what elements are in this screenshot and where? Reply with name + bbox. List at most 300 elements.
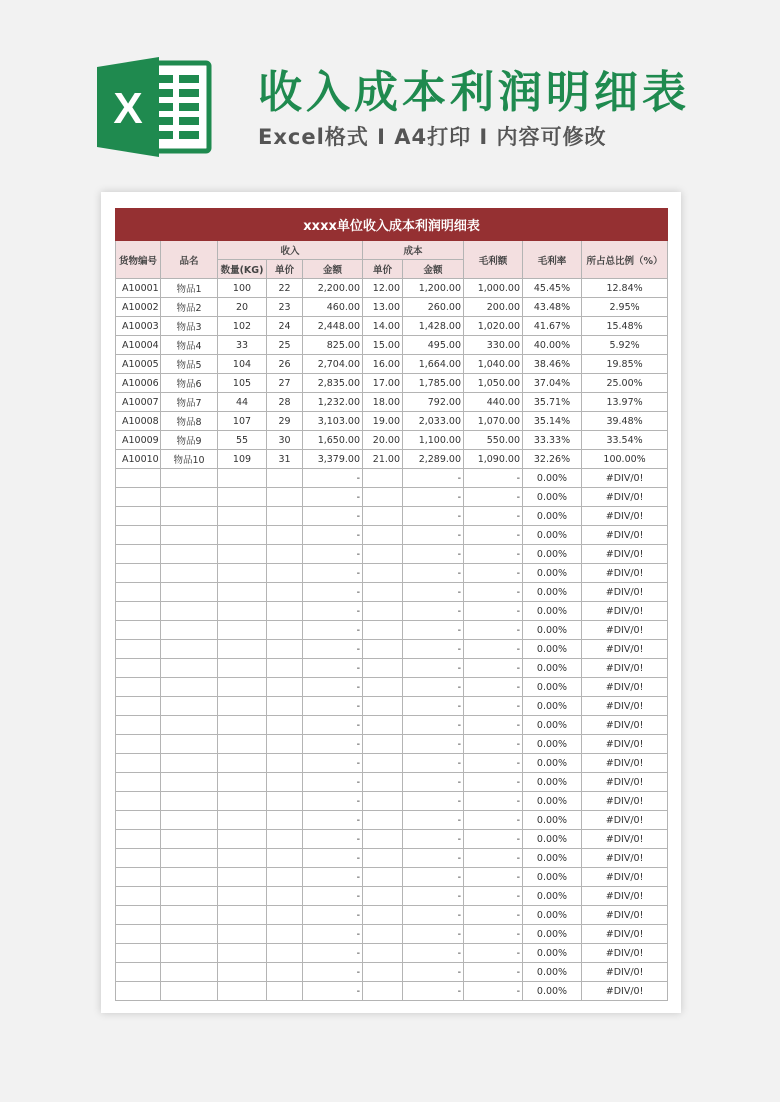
cell-share[interactable]: #DIV/0! xyxy=(582,488,668,507)
cell-cost-amount[interactable]: - xyxy=(403,545,464,564)
cell-price[interactable] xyxy=(267,602,303,621)
cell-cost-amount[interactable]: 2,033.00 xyxy=(403,412,464,431)
cell-gross-profit[interactable]: - xyxy=(464,469,523,488)
cell-cost-price[interactable]: 21.00 xyxy=(363,450,403,469)
cell-qty[interactable]: 107 xyxy=(218,412,267,431)
cell-name[interactable] xyxy=(161,735,218,754)
cell-price[interactable] xyxy=(267,792,303,811)
cell-qty[interactable] xyxy=(218,963,267,982)
cell-cost-amount[interactable]: - xyxy=(403,906,464,925)
cell-qty[interactable] xyxy=(218,488,267,507)
cell-margin[interactable]: 0.00% xyxy=(523,488,582,507)
cell-gross-profit[interactable]: - xyxy=(464,564,523,583)
cell-share[interactable]: 2.95% xyxy=(582,298,668,317)
cell-cost-price[interactable] xyxy=(363,925,403,944)
cell-price[interactable]: 24 xyxy=(267,317,303,336)
cell-cost-amount[interactable]: - xyxy=(403,792,464,811)
cell-code[interactable] xyxy=(116,621,161,640)
cell-margin[interactable]: 0.00% xyxy=(523,982,582,1001)
cell-cost-price[interactable]: 15.00 xyxy=(363,336,403,355)
cell-share[interactable]: 5.92% xyxy=(582,336,668,355)
cell-margin[interactable]: 35.14% xyxy=(523,412,582,431)
cell-amount[interactable]: - xyxy=(303,963,363,982)
cell-amount[interactable]: - xyxy=(303,887,363,906)
cell-cost-price[interactable]: 13.00 xyxy=(363,298,403,317)
cell-code[interactable] xyxy=(116,906,161,925)
cell-name[interactable]: 物品6 xyxy=(161,374,218,393)
cell-cost-amount[interactable]: 495.00 xyxy=(403,336,464,355)
cell-share[interactable]: #DIV/0! xyxy=(582,792,668,811)
cell-cost-price[interactable] xyxy=(363,678,403,697)
cell-cost-price[interactable] xyxy=(363,602,403,621)
cell-gross-profit[interactable]: - xyxy=(464,678,523,697)
cell-cost-amount[interactable]: - xyxy=(403,507,464,526)
cell-share[interactable]: #DIV/0! xyxy=(582,754,668,773)
cell-name[interactable]: 物品7 xyxy=(161,393,218,412)
cell-margin[interactable]: 0.00% xyxy=(523,621,582,640)
cell-share[interactable]: #DIV/0! xyxy=(582,545,668,564)
cell-qty[interactable] xyxy=(218,545,267,564)
cell-cost-price[interactable]: 20.00 xyxy=(363,431,403,450)
cell-qty[interactable] xyxy=(218,507,267,526)
cell-cost-amount[interactable]: - xyxy=(403,488,464,507)
cell-qty[interactable]: 104 xyxy=(218,355,267,374)
cell-cost-amount[interactable]: - xyxy=(403,602,464,621)
cell-gross-profit[interactable]: 1,040.00 xyxy=(464,355,523,374)
cell-share[interactable]: #DIV/0! xyxy=(582,735,668,754)
cell-cost-price[interactable] xyxy=(363,963,403,982)
cell-code[interactable] xyxy=(116,735,161,754)
cell-margin[interactable]: 0.00% xyxy=(523,583,582,602)
cell-gross-profit[interactable]: - xyxy=(464,545,523,564)
cell-share[interactable]: #DIV/0! xyxy=(582,602,668,621)
cell-qty[interactable] xyxy=(218,697,267,716)
cell-cost-price[interactable]: 17.00 xyxy=(363,374,403,393)
cell-share[interactable]: #DIV/0! xyxy=(582,678,668,697)
cell-cost-price[interactable] xyxy=(363,773,403,792)
cell-price[interactable]: 28 xyxy=(267,393,303,412)
cell-price[interactable]: 23 xyxy=(267,298,303,317)
cell-code[interactable] xyxy=(116,488,161,507)
cell-cost-price[interactable] xyxy=(363,906,403,925)
cell-gross-profit[interactable]: - xyxy=(464,507,523,526)
cell-qty[interactable]: 20 xyxy=(218,298,267,317)
cell-name[interactable] xyxy=(161,716,218,735)
cell-name[interactable] xyxy=(161,754,218,773)
cell-qty[interactable] xyxy=(218,868,267,887)
cell-margin[interactable]: 33.33% xyxy=(523,431,582,450)
cell-share[interactable]: #DIV/0! xyxy=(582,564,668,583)
cell-cost-price[interactable] xyxy=(363,792,403,811)
cell-share[interactable]: #DIV/0! xyxy=(582,963,668,982)
cell-qty[interactable] xyxy=(218,564,267,583)
cell-amount[interactable]: - xyxy=(303,716,363,735)
cell-code[interactable] xyxy=(116,773,161,792)
cell-cost-amount[interactable]: - xyxy=(403,621,464,640)
cell-amount[interactable]: 2,835.00 xyxy=(303,374,363,393)
cell-qty[interactable]: 44 xyxy=(218,393,267,412)
cell-code[interactable] xyxy=(116,678,161,697)
cell-qty[interactable]: 105 xyxy=(218,374,267,393)
cell-share[interactable]: #DIV/0! xyxy=(582,469,668,488)
cell-qty[interactable]: 109 xyxy=(218,450,267,469)
cell-code[interactable]: A10007 xyxy=(116,393,161,412)
cell-price[interactable] xyxy=(267,944,303,963)
cell-price[interactable]: 22 xyxy=(267,279,303,298)
cell-margin[interactable]: 0.00% xyxy=(523,925,582,944)
cell-margin[interactable]: 0.00% xyxy=(523,697,582,716)
cell-margin[interactable]: 38.46% xyxy=(523,355,582,374)
cell-cost-price[interactable] xyxy=(363,868,403,887)
cell-gross-profit[interactable]: - xyxy=(464,944,523,963)
cell-qty[interactable] xyxy=(218,830,267,849)
cell-amount[interactable]: - xyxy=(303,621,363,640)
cell-amount[interactable]: - xyxy=(303,640,363,659)
cell-share[interactable]: #DIV/0! xyxy=(582,887,668,906)
cell-margin[interactable]: 0.00% xyxy=(523,640,582,659)
cell-cost-amount[interactable]: 2,289.00 xyxy=(403,450,464,469)
cell-share[interactable]: 19.85% xyxy=(582,355,668,374)
cell-code[interactable] xyxy=(116,811,161,830)
cell-qty[interactable]: 55 xyxy=(218,431,267,450)
cell-margin[interactable]: 0.00% xyxy=(523,678,582,697)
cell-margin[interactable]: 0.00% xyxy=(523,830,582,849)
cell-qty[interactable] xyxy=(218,640,267,659)
cell-gross-profit[interactable]: - xyxy=(464,887,523,906)
cell-margin[interactable]: 45.45% xyxy=(523,279,582,298)
cell-name[interactable] xyxy=(161,469,218,488)
cell-code[interactable] xyxy=(116,545,161,564)
cell-cost-price[interactable] xyxy=(363,887,403,906)
cell-gross-profit[interactable]: - xyxy=(464,925,523,944)
cell-amount[interactable]: 2,704.00 xyxy=(303,355,363,374)
cell-gross-profit[interactable]: 440.00 xyxy=(464,393,523,412)
cell-cost-price[interactable] xyxy=(363,716,403,735)
cell-cost-price[interactable] xyxy=(363,659,403,678)
cell-gross-profit[interactable]: 1,020.00 xyxy=(464,317,523,336)
cell-gross-profit[interactable]: - xyxy=(464,640,523,659)
cell-cost-amount[interactable]: - xyxy=(403,849,464,868)
cell-gross-profit[interactable]: - xyxy=(464,488,523,507)
cell-price[interactable] xyxy=(267,488,303,507)
cell-gross-profit[interactable]: 1,070.00 xyxy=(464,412,523,431)
cell-cost-price[interactable]: 18.00 xyxy=(363,393,403,412)
cell-qty[interactable] xyxy=(218,659,267,678)
cell-amount[interactable]: 825.00 xyxy=(303,336,363,355)
cell-margin[interactable]: 0.00% xyxy=(523,754,582,773)
cell-name[interactable] xyxy=(161,868,218,887)
cell-qty[interactable] xyxy=(218,678,267,697)
cell-qty[interactable] xyxy=(218,621,267,640)
cell-price[interactable] xyxy=(267,564,303,583)
cell-margin[interactable]: 0.00% xyxy=(523,507,582,526)
cell-name[interactable] xyxy=(161,773,218,792)
cell-name[interactable] xyxy=(161,526,218,545)
cell-cost-price[interactable] xyxy=(363,583,403,602)
cell-cost-price[interactable] xyxy=(363,564,403,583)
cell-code[interactable] xyxy=(116,526,161,545)
cell-share[interactable]: 12.84% xyxy=(582,279,668,298)
cell-cost-amount[interactable]: - xyxy=(403,925,464,944)
cell-name[interactable] xyxy=(161,602,218,621)
cell-share[interactable]: 15.48% xyxy=(582,317,668,336)
cell-margin[interactable]: 0.00% xyxy=(523,773,582,792)
cell-share[interactable]: #DIV/0! xyxy=(582,621,668,640)
cell-amount[interactable]: 2,448.00 xyxy=(303,317,363,336)
cell-price[interactable] xyxy=(267,621,303,640)
cell-name[interactable] xyxy=(161,811,218,830)
cell-name[interactable]: 物品2 xyxy=(161,298,218,317)
cell-cost-amount[interactable]: - xyxy=(403,868,464,887)
cell-amount[interactable]: - xyxy=(303,830,363,849)
cell-code[interactable] xyxy=(116,659,161,678)
cell-amount[interactable]: - xyxy=(303,906,363,925)
cell-price[interactable] xyxy=(267,545,303,564)
cell-code[interactable]: A10005 xyxy=(116,355,161,374)
cell-code[interactable]: A10002 xyxy=(116,298,161,317)
cell-qty[interactable] xyxy=(218,602,267,621)
cell-price[interactable] xyxy=(267,849,303,868)
cell-margin[interactable]: 0.00% xyxy=(523,887,582,906)
cell-margin[interactable]: 41.67% xyxy=(523,317,582,336)
cell-cost-price[interactable] xyxy=(363,488,403,507)
cell-cost-price[interactable] xyxy=(363,754,403,773)
cell-margin[interactable]: 0.00% xyxy=(523,944,582,963)
cell-gross-profit[interactable]: - xyxy=(464,868,523,887)
cell-cost-amount[interactable]: 792.00 xyxy=(403,393,464,412)
cell-price[interactable] xyxy=(267,925,303,944)
cell-margin[interactable]: 0.00% xyxy=(523,849,582,868)
cell-cost-amount[interactable]: - xyxy=(403,564,464,583)
cell-cost-amount[interactable]: - xyxy=(403,830,464,849)
cell-cost-amount[interactable]: - xyxy=(403,583,464,602)
cell-cost-amount[interactable]: 1,100.00 xyxy=(403,431,464,450)
cell-share[interactable]: #DIV/0! xyxy=(582,982,668,1001)
cell-price[interactable] xyxy=(267,754,303,773)
cell-code[interactable] xyxy=(116,944,161,963)
cell-gross-profit[interactable]: - xyxy=(464,982,523,1001)
cell-gross-profit[interactable]: 1,050.00 xyxy=(464,374,523,393)
cell-share[interactable]: #DIV/0! xyxy=(582,526,668,545)
cell-amount[interactable]: 2,200.00 xyxy=(303,279,363,298)
cell-cost-amount[interactable]: - xyxy=(403,944,464,963)
cell-qty[interactable] xyxy=(218,526,267,545)
cell-code[interactable]: A10003 xyxy=(116,317,161,336)
cell-qty[interactable] xyxy=(218,925,267,944)
cell-gross-profit[interactable]: - xyxy=(464,526,523,545)
cell-qty[interactable] xyxy=(218,754,267,773)
cell-share[interactable]: #DIV/0! xyxy=(582,906,668,925)
cell-cost-price[interactable]: 19.00 xyxy=(363,412,403,431)
cell-name[interactable]: 物品4 xyxy=(161,336,218,355)
cell-name[interactable] xyxy=(161,792,218,811)
cell-code[interactable] xyxy=(116,887,161,906)
cell-cost-amount[interactable]: 1,664.00 xyxy=(403,355,464,374)
cell-margin[interactable]: 0.00% xyxy=(523,602,582,621)
cell-share[interactable]: #DIV/0! xyxy=(582,659,668,678)
cell-margin[interactable]: 0.00% xyxy=(523,963,582,982)
cell-cost-price[interactable] xyxy=(363,640,403,659)
cell-name[interactable] xyxy=(161,944,218,963)
cell-name[interactable] xyxy=(161,982,218,1001)
cell-cost-price[interactable] xyxy=(363,526,403,545)
cell-code[interactable] xyxy=(116,830,161,849)
cell-amount[interactable]: - xyxy=(303,545,363,564)
cell-name[interactable] xyxy=(161,640,218,659)
cell-cost-price[interactable] xyxy=(363,507,403,526)
cell-qty[interactable] xyxy=(218,469,267,488)
cell-cost-price[interactable] xyxy=(363,811,403,830)
cell-share[interactable]: 33.54% xyxy=(582,431,668,450)
cell-cost-amount[interactable]: - xyxy=(403,469,464,488)
cell-amount[interactable]: 1,650.00 xyxy=(303,431,363,450)
cell-code[interactable]: A10010 xyxy=(116,450,161,469)
cell-qty[interactable] xyxy=(218,811,267,830)
cell-cost-price[interactable]: 14.00 xyxy=(363,317,403,336)
cell-cost-price[interactable] xyxy=(363,545,403,564)
cell-price[interactable] xyxy=(267,906,303,925)
cell-code[interactable]: A10009 xyxy=(116,431,161,450)
cell-name[interactable] xyxy=(161,925,218,944)
cell-amount[interactable]: - xyxy=(303,944,363,963)
cell-gross-profit[interactable]: - xyxy=(464,716,523,735)
cell-gross-profit[interactable]: - xyxy=(464,849,523,868)
cell-amount[interactable]: 460.00 xyxy=(303,298,363,317)
cell-gross-profit[interactable]: - xyxy=(464,583,523,602)
cell-gross-profit[interactable]: - xyxy=(464,906,523,925)
cell-share[interactable]: #DIV/0! xyxy=(582,773,668,792)
cell-cost-price[interactable] xyxy=(363,830,403,849)
cell-code[interactable] xyxy=(116,507,161,526)
cell-price[interactable] xyxy=(267,868,303,887)
cell-cost-price[interactable] xyxy=(363,469,403,488)
cell-code[interactable]: A10008 xyxy=(116,412,161,431)
cell-price[interactable] xyxy=(267,773,303,792)
cell-cost-amount[interactable]: 1,428.00 xyxy=(403,317,464,336)
cell-margin[interactable]: 0.00% xyxy=(523,526,582,545)
cell-cost-amount[interactable]: - xyxy=(403,526,464,545)
cell-name[interactable] xyxy=(161,830,218,849)
cell-qty[interactable] xyxy=(218,887,267,906)
cell-qty[interactable]: 33 xyxy=(218,336,267,355)
cell-amount[interactable]: - xyxy=(303,811,363,830)
cell-gross-profit[interactable]: - xyxy=(464,792,523,811)
cell-code[interactable] xyxy=(116,716,161,735)
cell-amount[interactable]: - xyxy=(303,678,363,697)
cell-qty[interactable] xyxy=(218,944,267,963)
cell-name[interactable] xyxy=(161,697,218,716)
cell-cost-price[interactable]: 12.00 xyxy=(363,279,403,298)
cell-share[interactable]: #DIV/0! xyxy=(582,849,668,868)
cell-code[interactable] xyxy=(116,469,161,488)
cell-price[interactable] xyxy=(267,583,303,602)
cell-gross-profit[interactable]: 550.00 xyxy=(464,431,523,450)
cell-qty[interactable] xyxy=(218,583,267,602)
cell-name[interactable] xyxy=(161,545,218,564)
cell-code[interactable] xyxy=(116,925,161,944)
cell-code[interactable] xyxy=(116,754,161,773)
cell-price[interactable]: 31 xyxy=(267,450,303,469)
cell-share[interactable]: #DIV/0! xyxy=(582,583,668,602)
cell-qty[interactable] xyxy=(218,906,267,925)
cell-cost-amount[interactable]: 260.00 xyxy=(403,298,464,317)
cell-name[interactable]: 物品1 xyxy=(161,279,218,298)
cell-code[interactable] xyxy=(116,697,161,716)
cell-amount[interactable]: - xyxy=(303,526,363,545)
cell-code[interactable] xyxy=(116,849,161,868)
cell-gross-profit[interactable]: 1,090.00 xyxy=(464,450,523,469)
cell-name[interactable]: 物品8 xyxy=(161,412,218,431)
cell-price[interactable] xyxy=(267,678,303,697)
cell-cost-amount[interactable]: - xyxy=(403,811,464,830)
cell-price[interactable]: 26 xyxy=(267,355,303,374)
cell-cost-price[interactable] xyxy=(363,735,403,754)
cell-qty[interactable] xyxy=(218,716,267,735)
cell-code[interactable]: A10004 xyxy=(116,336,161,355)
cell-cost-amount[interactable]: 1,200.00 xyxy=(403,279,464,298)
cell-qty[interactable] xyxy=(218,849,267,868)
cell-cost-amount[interactable]: - xyxy=(403,716,464,735)
cell-name[interactable] xyxy=(161,659,218,678)
cell-price[interactable] xyxy=(267,811,303,830)
cell-name[interactable] xyxy=(161,621,218,640)
cell-price[interactable] xyxy=(267,659,303,678)
cell-price[interactable] xyxy=(267,887,303,906)
cell-amount[interactable]: - xyxy=(303,868,363,887)
cell-gross-profit[interactable]: - xyxy=(464,754,523,773)
cell-name[interactable] xyxy=(161,678,218,697)
cell-amount[interactable]: - xyxy=(303,602,363,621)
cell-cost-price[interactable] xyxy=(363,621,403,640)
cell-price[interactable] xyxy=(267,963,303,982)
cell-gross-profit[interactable]: - xyxy=(464,773,523,792)
cell-name[interactable] xyxy=(161,906,218,925)
cell-amount[interactable]: - xyxy=(303,507,363,526)
cell-cost-amount[interactable]: - xyxy=(403,678,464,697)
cell-margin[interactable]: 0.00% xyxy=(523,564,582,583)
cell-code[interactable]: A10006 xyxy=(116,374,161,393)
cell-code[interactable] xyxy=(116,982,161,1001)
cell-gross-profit[interactable]: - xyxy=(464,735,523,754)
cell-price[interactable] xyxy=(267,830,303,849)
cell-amount[interactable]: - xyxy=(303,773,363,792)
cell-margin[interactable]: 0.00% xyxy=(523,545,582,564)
cell-gross-profit[interactable]: 330.00 xyxy=(464,336,523,355)
cell-price[interactable] xyxy=(267,640,303,659)
cell-qty[interactable] xyxy=(218,792,267,811)
cell-gross-profit[interactable]: - xyxy=(464,697,523,716)
cell-name[interactable] xyxy=(161,564,218,583)
cell-cost-amount[interactable]: - xyxy=(403,697,464,716)
cell-amount[interactable]: - xyxy=(303,697,363,716)
cell-margin[interactable]: 40.00% xyxy=(523,336,582,355)
cell-qty[interactable]: 102 xyxy=(218,317,267,336)
cell-cost-amount[interactable]: - xyxy=(403,963,464,982)
cell-amount[interactable]: - xyxy=(303,564,363,583)
cell-name[interactable] xyxy=(161,583,218,602)
cell-gross-profit[interactable]: - xyxy=(464,621,523,640)
cell-amount[interactable]: - xyxy=(303,982,363,1001)
cell-cost-price[interactable] xyxy=(363,944,403,963)
cell-name[interactable] xyxy=(161,849,218,868)
cell-code[interactable] xyxy=(116,868,161,887)
cell-amount[interactable]: - xyxy=(303,469,363,488)
cell-amount[interactable]: - xyxy=(303,849,363,868)
cell-margin[interactable]: 0.00% xyxy=(523,906,582,925)
cell-margin[interactable]: 0.00% xyxy=(523,659,582,678)
cell-qty[interactable] xyxy=(218,735,267,754)
cell-cost-price[interactable] xyxy=(363,849,403,868)
